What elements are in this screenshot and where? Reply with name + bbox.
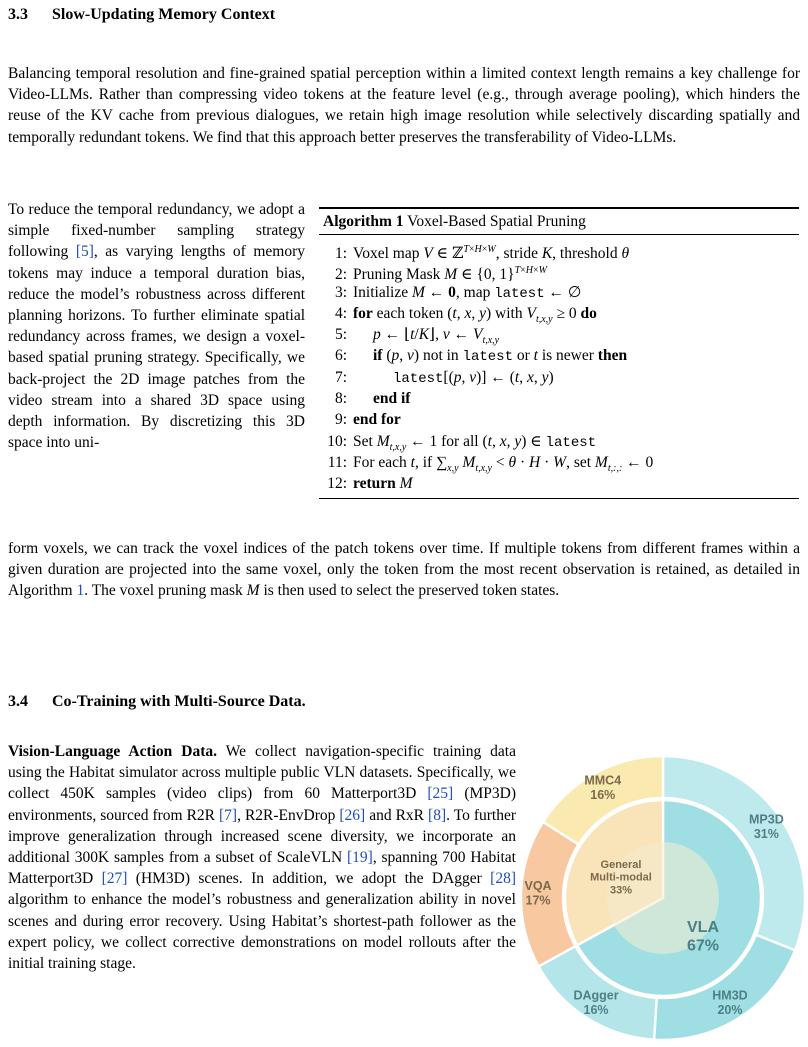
algorithm-line: 10: Set $M_{t,x,y}$ ← 1 for all (t, x, y) ∈ latest <box>327 432 597 453</box>
donut-inner-label-general-multimodal: General Multi-modal 33% <box>590 859 652 897</box>
algorithm-reference-link[interactable]: 1 <box>76 582 85 600</box>
algorithm-line: 9: end for <box>334 411 401 429</box>
citation-link[interactable]: [19] <box>347 849 373 867</box>
run-in-heading: Vision-Language Action Data. <box>8 743 217 760</box>
algorithm-line: 4: for each token (t, x, y) with $V_{t,x,y} \ge 0$ do <box>334 304 597 325</box>
donut-outer-label-vqa: VQA 17% <box>524 879 552 908</box>
citation-link[interactable]: [28] <box>490 870 516 888</box>
citation-link[interactable]: [27] <box>101 870 128 888</box>
algorithm-line: 7: latest[(p, v)] ← (t, x, y) <box>334 368 554 387</box>
algorithm-label: Algorithm 1 <box>323 213 404 230</box>
algorithm-line: 6: if (p, v) not in latest or t is newer then <box>334 347 628 366</box>
section-title: Slow-Updating Memory Context <box>52 6 276 23</box>
donut-chart-svg <box>520 752 808 1042</box>
donut-outer-label-dagger: DAgger 16% <box>573 988 619 1017</box>
algorithm-title: Voxel-Based Spatial Pruning <box>407 213 586 230</box>
paragraph-temporal-redundancy: To reduce the temporal redundancy, we adopt a simple fixed-number sampling strategy following [5], as varying lengths of memory tokens may induce a temporal duration bias, reduce the model’s robustness across different planning horizons. To further eliminate spatial redundancy across frames, we design a voxel-based spatial pruning strategy. Specifically, we back-project the 2D image patches from the video stream into a shared 3D space using depth information. By discretizing this 3D space into uni- <box>8 201 305 452</box>
algorithm-line: 5: p ← ⌊t/K⌋, v ← $V_{t,x,y}$ <box>334 326 500 347</box>
paragraph-intro: Balancing temporal resolution and fine-grained spatial perception within a limited context length remains a key challenge for Video-LLMs. Rather than compressing video tokens at the feature level (e.g., through average pooling), which hinders the reuse of the KV cache from previous dialogues, we retain high image resolution while selectively discarding spatially and temporally redundant tokens. We find that this approach better preserves the transferability of Video-LLMs. <box>8 65 800 146</box>
algorithm-box <box>319 207 799 499</box>
citation-link[interactable]: [5] <box>75 243 94 261</box>
donut-inner-label-vla: VLA 67% <box>686 919 720 955</box>
section-number: 3.3 <box>8 6 28 23</box>
algorithm-line: 8: end if <box>334 390 411 408</box>
section-heading-3-4 <box>8 693 306 711</box>
section-heading-3-3 <box>8 6 275 24</box>
citation-link[interactable]: [26] <box>339 806 366 824</box>
citation-link[interactable]: [25] <box>427 785 454 803</box>
section-number: 3.4 <box>8 693 28 710</box>
algorithm-line: 3: Initialize M ← 0, map latest ← ∅ <box>334 283 582 302</box>
citation-link[interactable]: [8] <box>428 806 447 824</box>
donut-outer-label-hm3d: HM3D 20% <box>712 988 748 1017</box>
donut-outer-label-mmc4: MMC4 16% <box>584 773 622 802</box>
paragraph-voxel-continuation: form voxels, we can track the voxel indices of the patch tokens over time. If multiple tokens from different frames within a given duration are projected into the same voxel, only the token from the most recent observation is retained, as detailed in Algorithm 1. The voxel pruning mask M is then used to select the preserved token states. <box>8 540 800 600</box>
algorithm-header <box>319 209 799 235</box>
algorithm-line: 11: For each t, if $\sum_{x,y}$ $M_{t,x,y} < \theta \cdot H \cdot W$, set $M_{t,:,:}$ ← 0 <box>327 453 654 475</box>
paragraph-vla-data: Vision-Language Action Data. We collect navigation-specific training data using the Habitat simulator across multiple public VLN datasets. Specifically, we collect 450K samples (video clips) from 60 Matterport3D [25] (MP3D) environments, sourced from R2R [7], R2R-EnvDrop [26] and RxR [8]. To further improve generalization through increased scene diversity, we incorporate an additional 300K samples from a subset of ScaleVLN [19], spanning 700 Habitat Matterport3D [27] (HM3D) scenes. In addition, we adopt the DAgger [28] algorithm to enhance the model’s robustness and generalization ability in novel scenes and during error recovery. Using Habitat’s shortest-path follower as the expert policy, we collect corrective demonstrations on model rollouts after the initial training stage. <box>8 743 517 973</box>
algorithm-lines <box>319 235 799 498</box>
algorithm-line: 1: Voxel map V ∈ ℤ$^{T\times H\times W}$, stride K, threshold θ <box>334 244 630 263</box>
algorithm-line: 12: return M <box>327 475 413 493</box>
donut-outer-label-mp3d: MP3D 31% <box>749 812 784 842</box>
citation-link[interactable]: [7] <box>219 806 238 824</box>
section-title: Co-Training with Multi-Source Data. <box>52 693 306 710</box>
data-composition-chart <box>520 752 808 1042</box>
algorithm-line: 2: Pruning Mask M ∈ {0, 1}$^{T\times H\times W}$ <box>334 265 547 284</box>
